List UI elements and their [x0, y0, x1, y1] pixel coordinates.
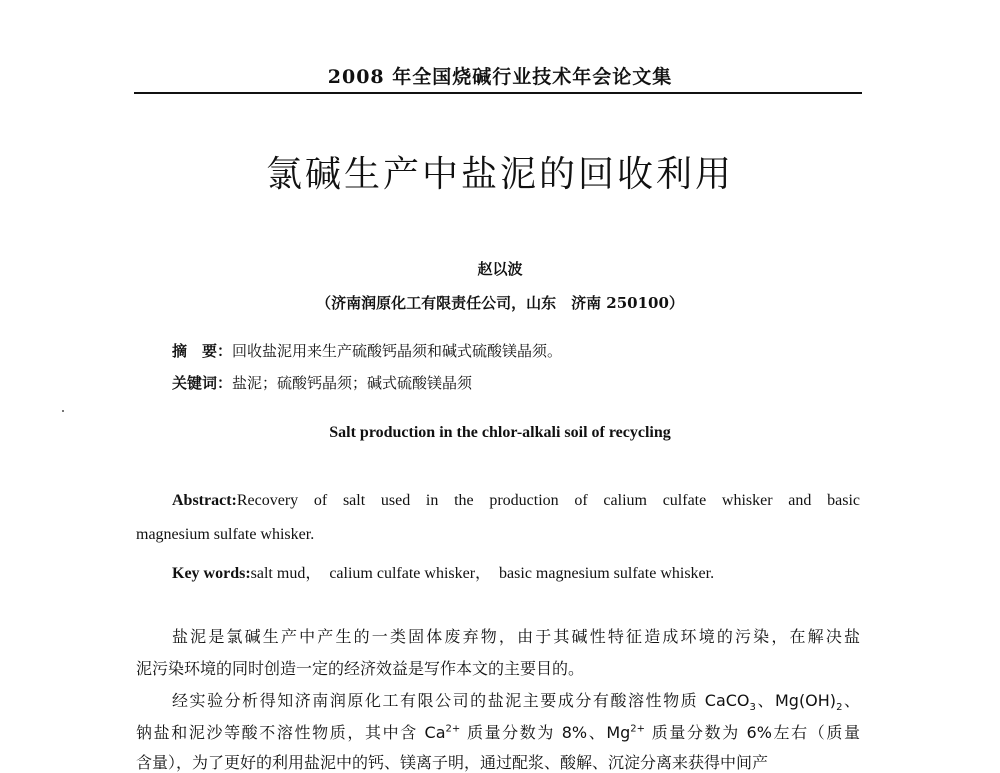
abstract-en-text-1: Recovery of salt used in the production of calium culfate whisker and basic	[236, 492, 860, 509]
affiliation: （济南润原化工有限责任公司，山东 济南 250100）	[316, 294, 684, 312]
abstract-en-label: Abstract:	[172, 492, 237, 509]
abstract-en-line1	[172, 492, 860, 510]
keywords-cn-text: 盐泥；硫酸钙晶须；碱式硫酸镁晶须	[232, 374, 473, 392]
keywords-en	[172, 560, 714, 583]
abstract-cn-text: 回收盐泥用来生产硫酸钙晶须和碱式硫酸镁晶须。	[232, 342, 563, 360]
abstract-en-line2: magnesium sulfate whisker.	[136, 526, 315, 543]
mg-superscript: 2+	[630, 723, 646, 735]
header-rule	[134, 92, 862, 94]
proceedings-header: 2008 年全国烧碱行业技术年会论文集	[327, 66, 673, 88]
para2-line1	[172, 688, 860, 714]
author-name: 赵以波	[477, 260, 523, 278]
para2-line2-a: 钠盐和泥沙等酸不溶性物质，其中含 Ca	[136, 723, 446, 742]
para2-line1-c: 、	[842, 691, 860, 710]
mgoh2-subscript: 2	[836, 702, 843, 714]
ca-superscript: 2+	[445, 723, 461, 735]
caco3-subscript: 3	[749, 702, 756, 714]
para2-line3: 含量），为了更好的利用盐泥中的钙、镁离子明，通过配浆、酸解、沉淀分离来获得中间产	[136, 753, 769, 772]
english-title: Salt production in the chlor-alkali soil of recycling	[329, 424, 671, 441]
abstract-cn	[172, 340, 562, 361]
para2-line2	[136, 720, 860, 743]
para2-line2-b: 质量分数为 8%、Mg	[460, 723, 631, 742]
para2-line1-b: 、Mg(OH)	[755, 691, 837, 710]
keywords-en-label: Key words:	[172, 565, 251, 582]
abstract-cn-label: 摘 要：	[172, 342, 233, 360]
scan-speck	[62, 410, 64, 412]
paper-title: 氯碱生产中盐泥的回收利用	[265, 154, 734, 195]
para1-line1: 盐泥是氯碱生产中产生的一类固体废弃物，由于其碱性特征造成环境的污染，在解决盐	[172, 627, 860, 646]
keywords-cn	[172, 372, 472, 393]
para2-line1-a: 经实验分析得知济南润原化工有限公司的盐泥主要成分有酸溶性物质 CaCO	[172, 691, 750, 710]
para1-line2: 泥污染环境的同时创造一定的经济效益是写作本文的主要目的。	[136, 659, 585, 678]
para2-line2-c: 质量分数为 6%左右（质量	[645, 723, 860, 742]
keywords-en-text: salt mud， calium culfate whisker， basic magnesium sulfate whisker.	[250, 565, 715, 582]
keywords-cn-label: 关键词：	[172, 374, 233, 392]
